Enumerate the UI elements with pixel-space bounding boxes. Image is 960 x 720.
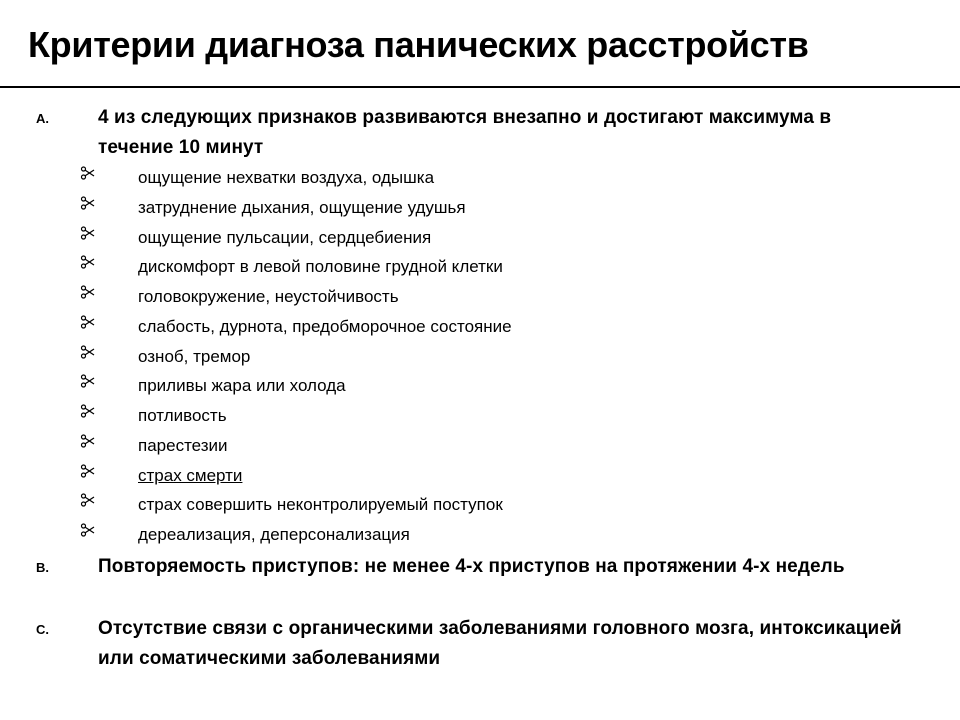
symptom-text: слабость, дурнота, предобморочное состояние <box>138 316 512 336</box>
scissors-icon <box>80 373 96 389</box>
symptom-item <box>0 431 960 461</box>
symptom-item <box>0 520 960 550</box>
criterion-marker: C. <box>36 622 49 637</box>
symptom-text: озноб, тремор <box>138 346 251 366</box>
criterion-text: 4 из следующих признаков развиваются внезапно и достигают максимума в течение 10 минут <box>98 107 832 158</box>
scissors-icon <box>80 433 96 449</box>
symptom-text: потливость <box>138 406 227 425</box>
symptom-text: ощущение пульсации, сердцебиения <box>138 227 432 247</box>
symptom-text: страх смерти <box>138 465 243 485</box>
symptom-text: парестезии <box>138 435 228 455</box>
scissors-icon <box>80 165 96 181</box>
scissors-icon <box>80 284 96 300</box>
symptom-item <box>0 371 960 401</box>
criterion-text: Отсутствие связи с органическими заболеваниями головного мозга, интоксикацией или соматическими заболеваниями <box>98 618 902 669</box>
symptom-item <box>0 252 960 282</box>
scissors-icon <box>80 522 96 538</box>
criterion-marker: B. <box>36 560 49 575</box>
scissors-icon <box>80 403 96 419</box>
symptom-item <box>0 312 960 342</box>
scissors-icon <box>80 195 96 211</box>
symptom-item <box>0 223 960 253</box>
symptom-text: страх совершить неконтролируемый поступок <box>138 495 503 515</box>
scissors-icon <box>80 254 96 270</box>
scissors-icon <box>80 225 96 241</box>
symptom-text: ощущение нехватки воздуха, одышка <box>138 168 435 187</box>
symptom-text: приливы жара или холода <box>138 376 346 396</box>
symptom-item <box>0 282 960 312</box>
symptom-item <box>0 163 960 193</box>
symptom-item <box>0 461 960 491</box>
criterion-marker: A. <box>36 111 49 126</box>
symptom-text: затруднение дыхания, ощущение удушья <box>138 197 466 217</box>
criterion-text: Повторяемость приступов: не менее 4-х приступов на протяжении 4-х недель <box>98 556 845 577</box>
symptom-text: дискомфорт в левой половине грудной клетки <box>138 257 503 277</box>
scissors-icon <box>80 463 96 479</box>
title-divider <box>0 86 960 88</box>
symptom-text: дереализация, деперсонализация <box>138 525 410 544</box>
symptom-item <box>0 342 960 372</box>
symptom-text: головокружение, неустойчивость <box>138 287 399 306</box>
symptom-item <box>0 193 960 223</box>
symptom-item <box>0 490 960 520</box>
symptom-item <box>0 401 960 431</box>
scissors-icon <box>80 492 96 508</box>
scissors-icon <box>80 314 96 330</box>
scissors-icon <box>80 344 96 360</box>
page-title: Критерии диагноза панических расстройств <box>28 24 809 65</box>
